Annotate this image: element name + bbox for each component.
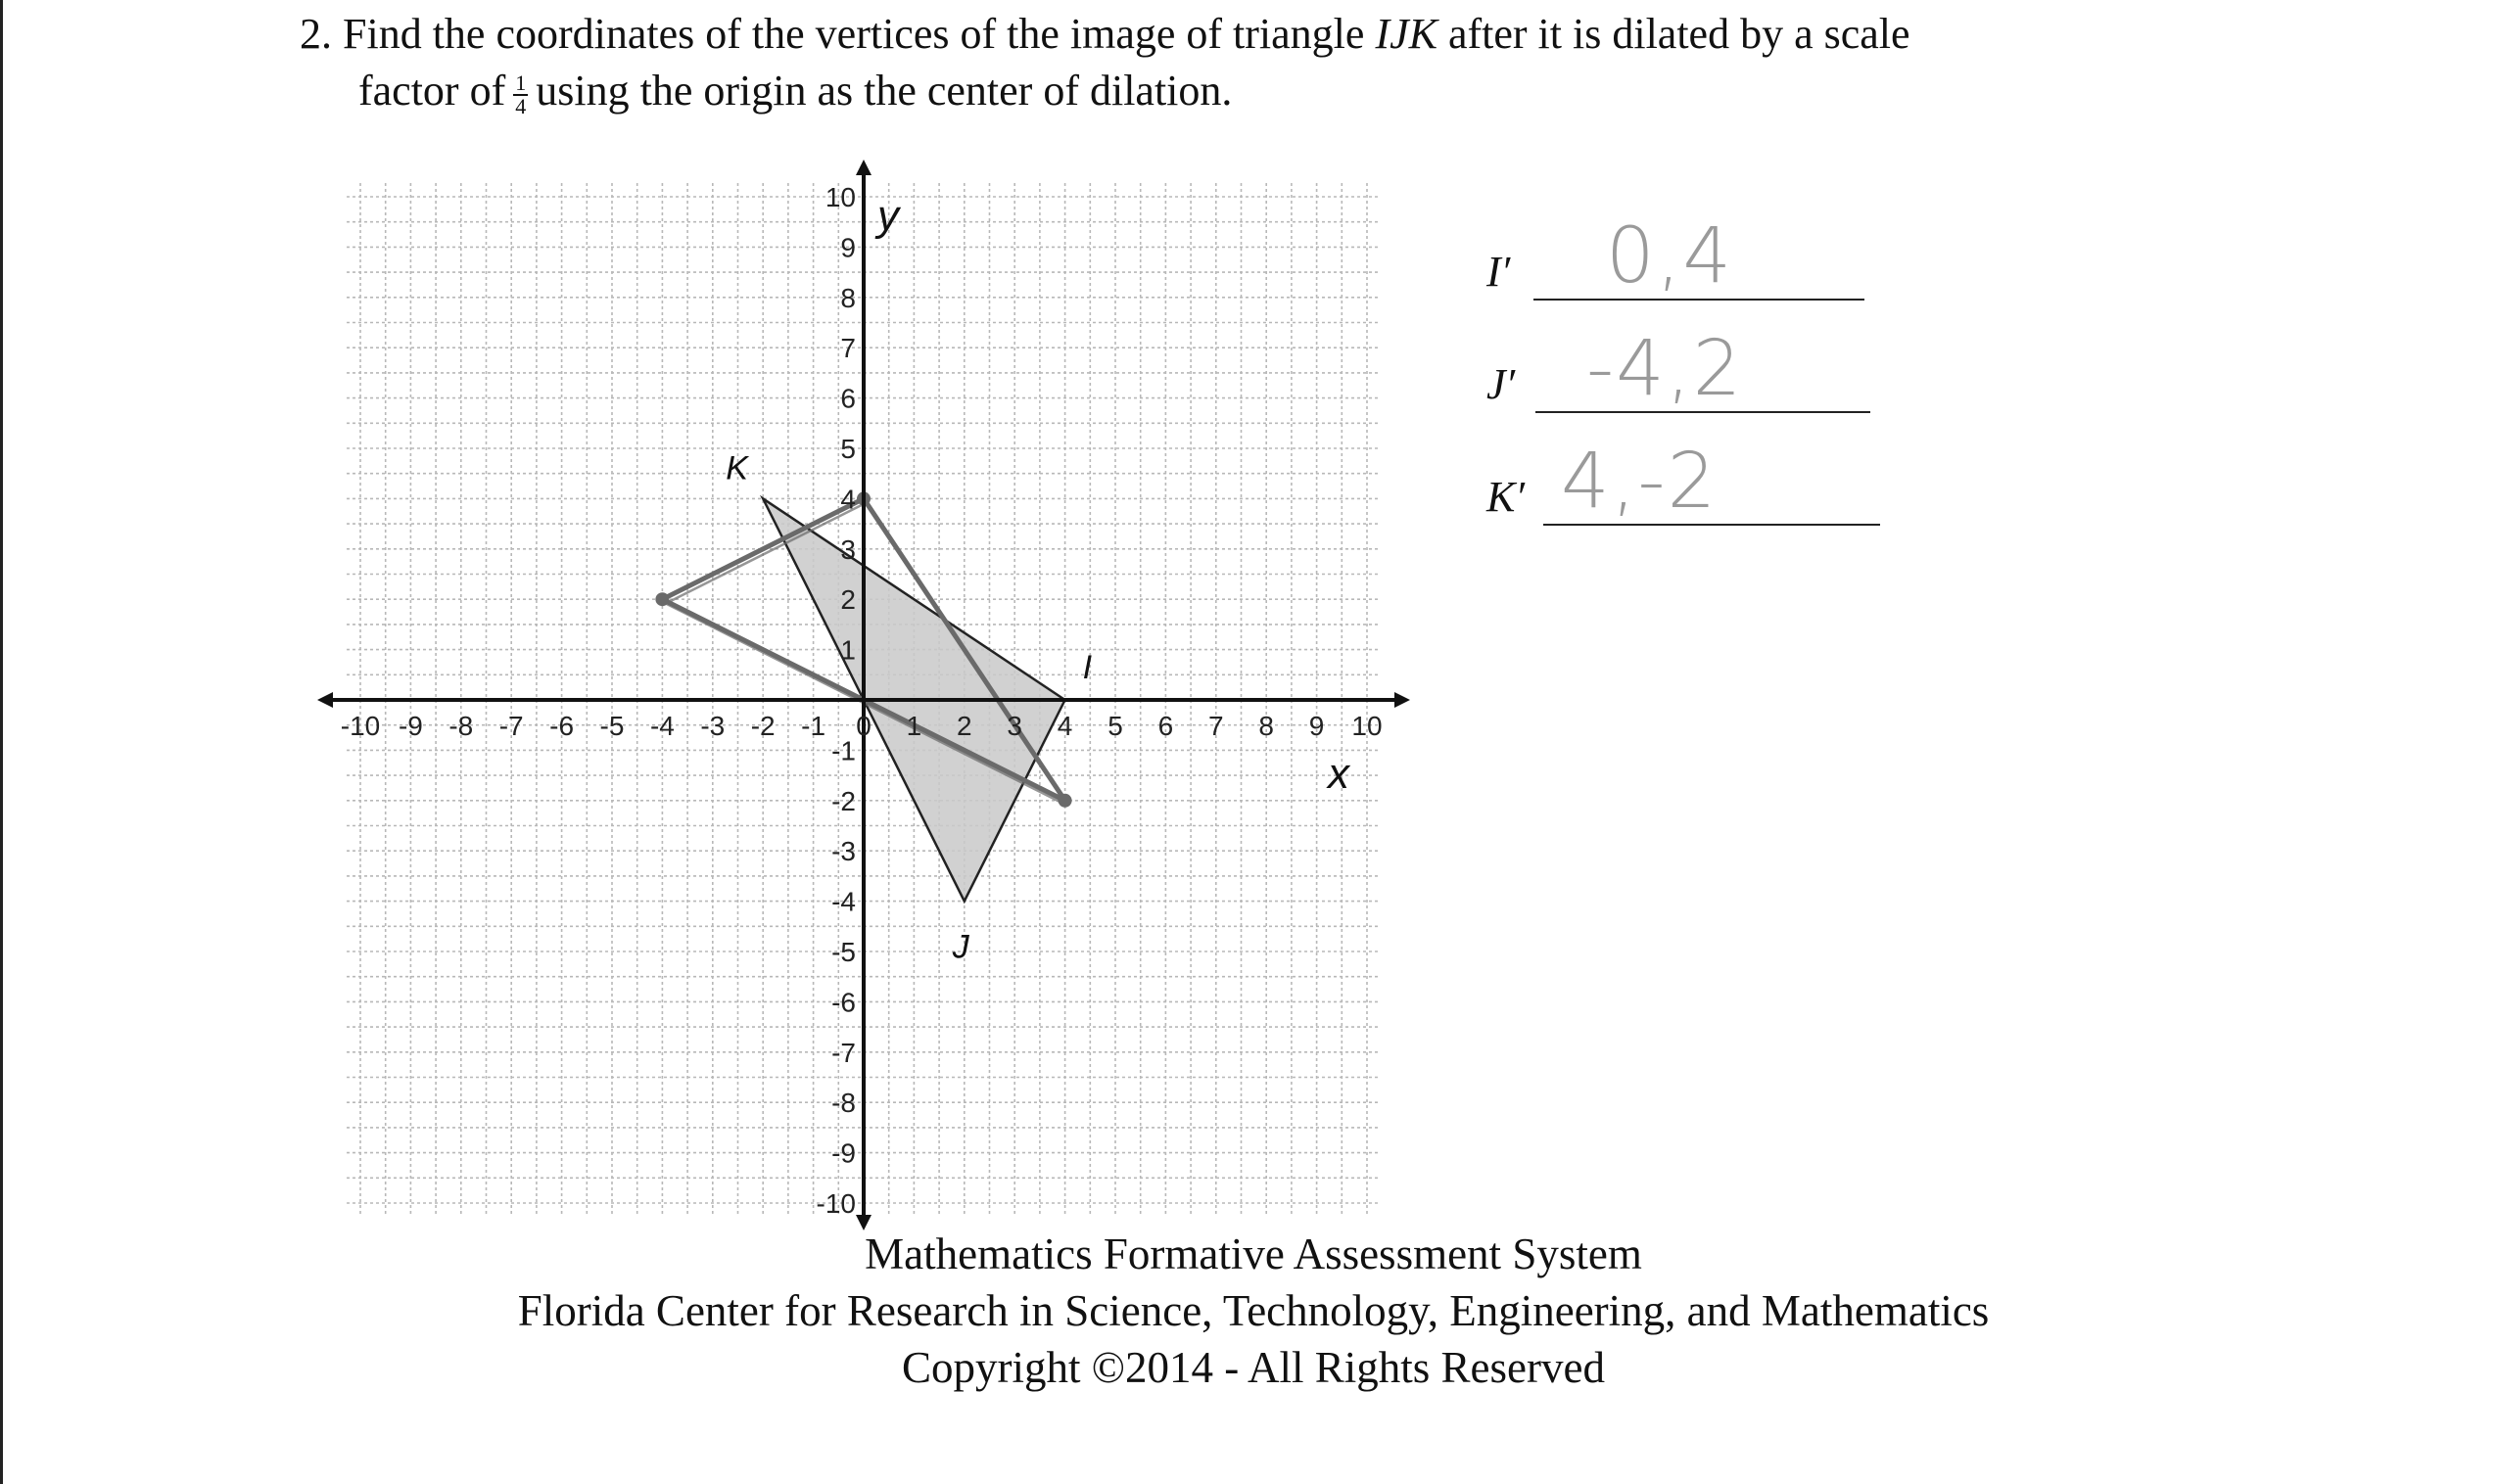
x-axis-label: x <box>1328 750 1349 798</box>
y-tick-label: 5 <box>840 434 856 464</box>
fraction-denominator: 4 <box>515 93 527 118</box>
vertex-label: I <box>1082 649 1093 686</box>
x-tick-label: 1 <box>906 711 922 741</box>
y-tick-label: 9 <box>840 232 856 263</box>
question-number: 2. <box>300 10 332 58</box>
answer-label-k: K′ <box>1486 473 1525 521</box>
y-tick-label: -6 <box>831 987 856 1018</box>
y-tick-label: -10 <box>816 1188 856 1219</box>
x-tick-label: 0 <box>856 711 872 741</box>
y-tick-label: 1 <box>840 634 856 666</box>
y-tick-label: 7 <box>840 333 856 364</box>
x-tick-label: 3 <box>1007 711 1022 741</box>
y-tick-label: 2 <box>840 584 856 616</box>
vertex-label: K <box>726 449 748 487</box>
x-tick-label: -7 <box>498 711 524 741</box>
x-tick-label: -10 <box>340 711 381 741</box>
answer-label-j: J′ <box>1486 360 1516 408</box>
question-line2-start: factor of <box>358 67 506 115</box>
footer-line-1: Mathematics Formative Assessment System <box>865 1229 1642 1278</box>
x-tick-label: -8 <box>448 711 474 741</box>
sketch-vertex-dot <box>1059 794 1072 808</box>
footer <box>0 1226 2497 1396</box>
y-tick-label: -3 <box>831 836 856 867</box>
y-tick-label: 3 <box>840 533 856 565</box>
answer-label-i: I′ <box>1486 248 1511 296</box>
y-tick-label: -4 <box>831 886 856 917</box>
y-tick-label: 6 <box>840 383 856 414</box>
answer-value-k: 4,-2 <box>1561 438 1719 526</box>
answer-value-i: 0,4 <box>1606 212 1734 301</box>
x-tick-label: -6 <box>549 711 575 741</box>
question-line1-start: Find the coordinates of the vertices of the image of triangle <box>343 10 1365 58</box>
x-tick-labels <box>341 711 1383 741</box>
y-tick-label: -2 <box>831 785 856 816</box>
y-tick-label: -5 <box>831 937 856 967</box>
vertex-label: J <box>952 928 969 966</box>
y-tick-label: -7 <box>831 1037 856 1068</box>
y-axis-label: y <box>877 192 899 240</box>
fraction-numerator: 1 <box>515 70 527 95</box>
x-tick-label: -5 <box>599 711 625 741</box>
x-tick-label: 9 <box>1308 711 1325 741</box>
answer-value-j: -4,2 <box>1586 325 1744 413</box>
y-tick-label: -1 <box>831 735 856 766</box>
y-tick-label: 8 <box>840 282 856 313</box>
x-tick-label: -1 <box>801 711 826 741</box>
question-line2-end: using the origin as the center of dilation. <box>536 67 1233 115</box>
x-tick-label: 5 <box>1107 711 1123 741</box>
x-tick-label: -9 <box>398 711 423 741</box>
y-tick-label: 10 <box>824 182 856 212</box>
triangle-name: IJK <box>1375 10 1437 58</box>
x-tick-label: 4 <box>1057 711 1073 741</box>
question-line1-end: after it is dilated by a scale <box>1447 10 1910 58</box>
x-tick-label: 6 <box>1157 711 1174 741</box>
y-tick-label: 4 <box>840 484 856 515</box>
sketch-vertex-dot <box>655 592 669 606</box>
x-tick-label: -2 <box>750 711 776 741</box>
x-tick-label: -3 <box>700 711 726 741</box>
x-tick-label: 7 <box>1208 711 1224 741</box>
x-tick-label: 8 <box>1258 711 1274 741</box>
x-tick-label: -4 <box>649 711 675 741</box>
y-tick-label: -8 <box>831 1088 856 1119</box>
footer-line-2: Florida Center for Research in Science, Technology, Engineering, and Mathematics <box>517 1286 1990 1335</box>
x-tick-label: 10 <box>1351 711 1383 741</box>
y-tick-label: -9 <box>831 1137 856 1169</box>
x-tick-label: 2 <box>957 711 972 741</box>
footer-line-3: Copyright ©2014 - All Rights Reserved <box>902 1343 1605 1392</box>
